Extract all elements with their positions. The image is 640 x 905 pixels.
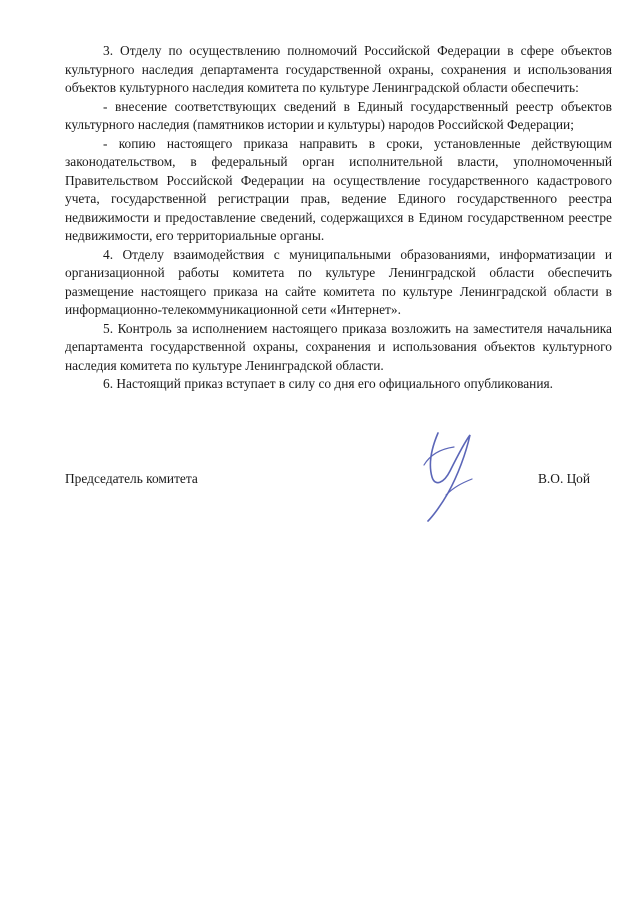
paragraph-3-item-1: - внесение соответствующих сведений в Единый государственный реестр объектов культурного наследия (памятников истории и культуры) народов Российской Федерации; xyxy=(65,98,612,132)
paragraph-3-item-2: - копию настоящего приказа направить в сроки, установленные действующим законодательством, в федеральный орган исполнительной власти, уполномоченный Правительством Российской Федерации на осуществление государственного кадастрового учета, государственной регистрации прав, ведение Единого государственного реестра недвижимости и предоставление сведений, содержащихся в Едином государственном реестре недвижимости, его территориальные органы. xyxy=(65,135,612,243)
handwritten-signature xyxy=(410,425,490,525)
paragraph-5: 5. Контроль за исполнением настоящего приказа возложить на заместителя начальника департамента государственной охраны, сохранения и использования объектов культурного наследия комитета по культуре Ленинградской области. xyxy=(65,320,612,373)
signatory-title: Председатель комитета xyxy=(65,471,198,486)
paragraph-4: 4. Отделу взаимодействия с муниципальными образованиями, информатизации и организационной работы комитета по культуре Ленинградской области обеспечить размещение настоящего приказа на сайте комитета по культуре Ленинградской области в информационно-телекоммуникационной сети «Интернет». xyxy=(65,246,612,317)
signature-block xyxy=(65,470,590,530)
signatory-name: В.О. Цой xyxy=(538,471,590,486)
document-body xyxy=(65,42,612,394)
paragraph-6: 6. Настоящий приказ вступает в силу со дня его официального опубликования. xyxy=(103,376,553,391)
paragraph-3: 3. Отделу по осуществлению полномочий Российской Федерации в сфере объектов культурного наследия департамента государственной охраны, сохранения и использования объектов культурного наследия комитета по культуре Ленинградской области обеспечить: xyxy=(65,43,612,95)
